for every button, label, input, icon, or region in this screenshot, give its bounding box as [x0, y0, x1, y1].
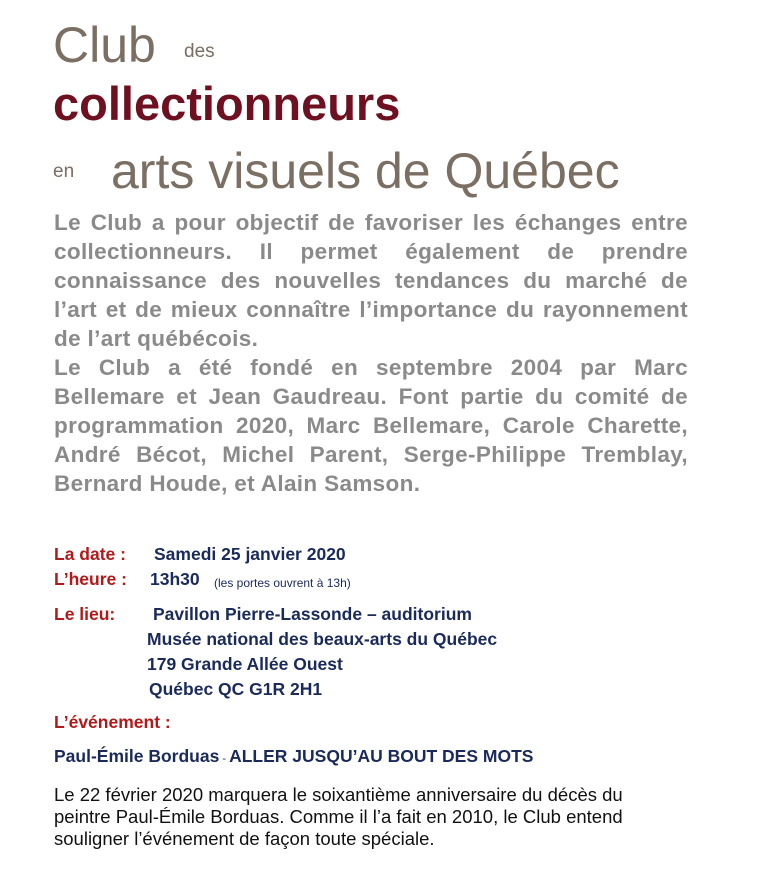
event-description [54, 784, 684, 850]
place-line-3: 179 Grande Allée Ouest [147, 654, 343, 674]
event-label: L’événement : [54, 712, 171, 732]
title-club: Club [53, 17, 156, 73]
place-label: Le lieu: [54, 604, 116, 624]
title-des: des [184, 41, 215, 62]
title-arts-visuels: arts visuels de Québec [111, 143, 620, 199]
event-artist-name: Paul-Émile Borduas [54, 746, 220, 766]
event-title: ALLER JUSQU’AU BOUT DES MOTS [229, 746, 534, 766]
event-description-text: Le 22 février 2020 marquera le soixantième anniversaire du décès du peintre Paul-Émile Borduas. Comme il l’a fait en 2010, le Club entend souligner l’événement de façon toute spéciale. [54, 784, 623, 849]
place-line-1: Pavillon Pierre-Lassonde – auditorium [153, 604, 472, 624]
title-en: en [53, 161, 75, 182]
time-value: 13h30 [150, 569, 200, 589]
place-line-2: Musée national des beaux-arts du Québec [147, 629, 498, 649]
intro-text [54, 208, 688, 498]
time-note: (les portes ouvrent à 13h) [214, 576, 351, 590]
date-value: Samedi 25 janvier 2020 [154, 544, 346, 564]
intro-paragraph-founders: Le Club a été fondé en septembre 2004 par Marc Bellemare et Jean Gaudreau. Font partie du comité de programmation 2020, Marc Bellemare, Carole Charette, André Bécot, Michel Parent, Serge-Philippe Tremblay, Bernard Houde, et Alain Samson. [54, 355, 688, 496]
date-label: La date : [54, 544, 126, 564]
place-line-4: Québec QC G1R 2H1 [149, 679, 323, 699]
time-label: L’heure : [54, 569, 127, 589]
event-separator: - [219, 753, 230, 765]
event-heading [54, 748, 533, 766]
intro-paragraph-objective: Le Club a pour objectif de favoriser les échanges entre collectionneurs. Il permet également de prendre connaissance des nouvelles tendances du marché de l’art et de mieux connaître l’importance du rayonnement de l’art québécois. [54, 210, 688, 351]
title-collectionneurs: collectionneurs [53, 77, 401, 130]
